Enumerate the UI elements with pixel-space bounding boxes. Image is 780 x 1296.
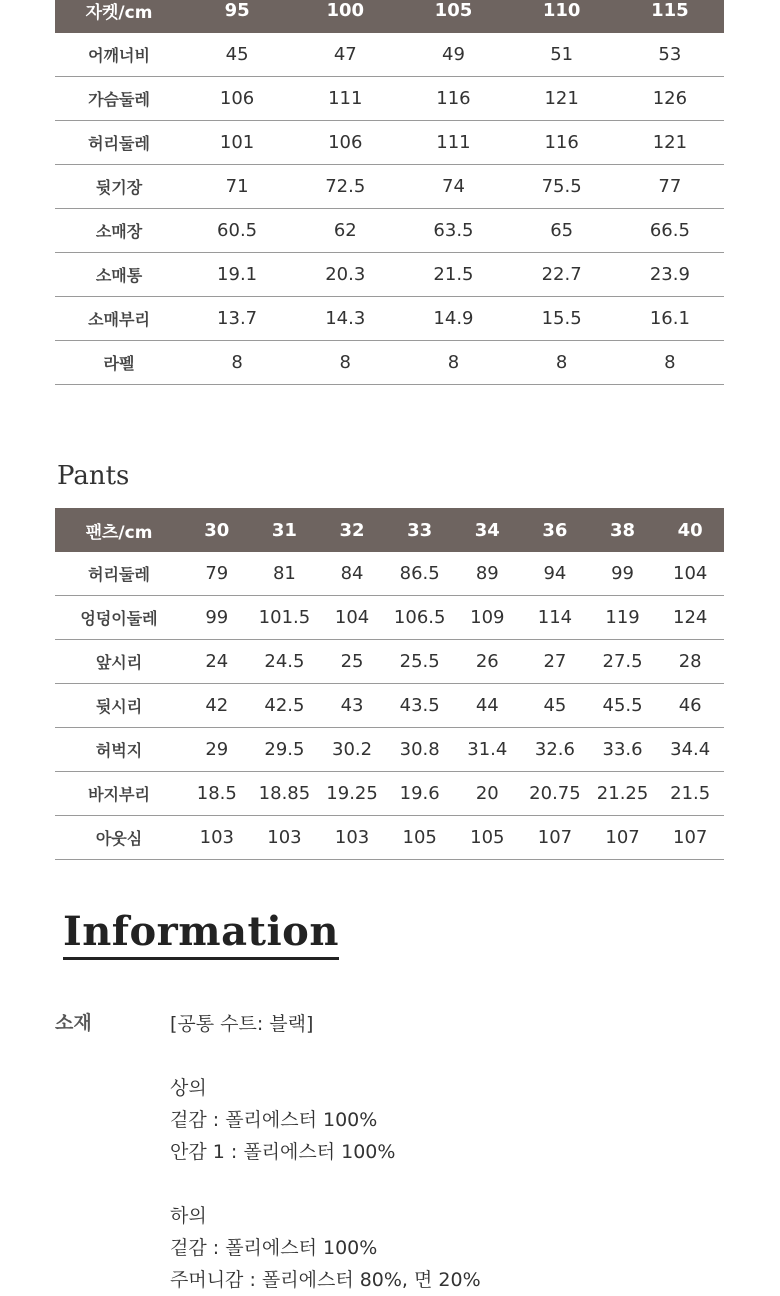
row-label: 소매부리 [55, 297, 183, 341]
table-cell: 103 [318, 816, 386, 860]
row-label: 엉덩이둘레 [55, 596, 183, 640]
table-cell: 103 [183, 816, 251, 860]
table-cell: 42 [183, 684, 251, 728]
table-cell: 25.5 [386, 640, 454, 684]
information-title: Information [63, 908, 339, 960]
table-cell: 99 [589, 552, 657, 596]
table-cell: 14.9 [399, 297, 507, 341]
table-cell: 49 [399, 33, 507, 77]
table-cell: 99 [183, 596, 251, 640]
table-cell: 101 [183, 121, 291, 165]
table-cell: 119 [589, 596, 657, 640]
table-cell: 43 [318, 684, 386, 728]
table-cell: 65 [508, 209, 616, 253]
table-cell: 14.3 [291, 297, 399, 341]
table-cell: 13.7 [183, 297, 291, 341]
material-label: 소재 [55, 1012, 92, 1034]
pants-row [55, 816, 724, 860]
table-cell: 86.5 [386, 552, 454, 596]
table-cell: 84 [318, 552, 386, 596]
material-line: 겉감 : 폴리에스터 100% [170, 1109, 378, 1131]
table-cell: 109 [454, 596, 522, 640]
table-cell: 121 [616, 121, 724, 165]
table-cell: 107 [656, 816, 724, 860]
row-label: 허리둘레 [55, 552, 183, 596]
table-cell: 21.5 [656, 772, 724, 816]
row-label: 소매장 [55, 209, 183, 253]
spacer [170, 1040, 730, 1072]
table-cell: 8 [291, 341, 399, 385]
row-label: 바지부리 [55, 772, 183, 816]
row-label: 앞시리 [55, 640, 183, 684]
jacket-header-row [55, 0, 724, 33]
table-cell: 51 [508, 33, 616, 77]
table-cell: 126 [616, 77, 724, 121]
table-cell: 16.1 [616, 297, 724, 341]
table-cell: 8 [399, 341, 507, 385]
table-cell: 47 [291, 33, 399, 77]
table-cell: 8 [183, 341, 291, 385]
table-cell: 74 [399, 165, 507, 209]
table-cell: 111 [399, 121, 507, 165]
row-label: 허리둘레 [55, 121, 183, 165]
row-label: 소매통 [55, 253, 183, 297]
table-cell: 105 [454, 816, 522, 860]
row-label: 아웃심 [55, 816, 183, 860]
table-cell: 105 [386, 816, 454, 860]
table-cell: 15.5 [508, 297, 616, 341]
jacket-row [55, 77, 724, 121]
table-cell: 43.5 [386, 684, 454, 728]
material-line: 겉감 : 폴리에스터 100% [170, 1237, 378, 1259]
pants-size-header: 31 [251, 508, 319, 552]
table-cell: 30.2 [318, 728, 386, 772]
table-cell: 106 [291, 121, 399, 165]
table-cell: 106 [183, 77, 291, 121]
table-cell: 31.4 [454, 728, 522, 772]
table-cell: 60.5 [183, 209, 291, 253]
row-label: 라펠 [55, 341, 183, 385]
table-cell: 103 [251, 816, 319, 860]
pants-header-row [55, 508, 724, 552]
table-cell: 101.5 [251, 596, 319, 640]
table-cell: 45.5 [589, 684, 657, 728]
jacket-row [55, 165, 724, 209]
material-line: 상의 [170, 1077, 207, 1099]
jacket-row [55, 33, 724, 77]
row-label: 뒷기장 [55, 165, 183, 209]
table-cell: 79 [183, 552, 251, 596]
pants-size-header: 36 [521, 508, 589, 552]
table-cell: 18.5 [183, 772, 251, 816]
spacer [170, 1168, 730, 1200]
pants-size-header: 40 [656, 508, 724, 552]
table-cell: 33.6 [589, 728, 657, 772]
table-cell: 114 [521, 596, 589, 640]
pants-size-header: 34 [454, 508, 522, 552]
jacket-row [55, 297, 724, 341]
table-cell: 116 [508, 121, 616, 165]
table-cell: 20 [454, 772, 522, 816]
table-cell: 18.85 [251, 772, 319, 816]
table-cell: 24 [183, 640, 251, 684]
material-line: 안감 1 : 폴리에스터 100% [170, 1141, 396, 1163]
jacket-row [55, 121, 724, 165]
jacket-row [55, 253, 724, 297]
table-cell: 24.5 [251, 640, 319, 684]
table-cell: 106.5 [386, 596, 454, 640]
jacket-row [55, 209, 724, 253]
table-cell: 45 [521, 684, 589, 728]
row-label: 허벅지 [55, 728, 183, 772]
jacket-size-header: 110 [508, 0, 616, 33]
jacket-size-header: 95 [183, 0, 291, 33]
pants-row [55, 772, 724, 816]
row-label: 어깨너비 [55, 33, 183, 77]
table-cell: 63.5 [399, 209, 507, 253]
table-cell: 20.75 [521, 772, 589, 816]
table-cell: 42.5 [251, 684, 319, 728]
pants-row [55, 552, 724, 596]
table-cell: 19.1 [183, 253, 291, 297]
table-cell: 66.5 [616, 209, 724, 253]
material-line: 주머니감 : 폴리에스터 80%, 면 20% [170, 1269, 481, 1291]
table-cell: 89 [454, 552, 522, 596]
table-cell: 29 [183, 728, 251, 772]
table-cell: 107 [589, 816, 657, 860]
table-cell: 21.5 [399, 253, 507, 297]
material-line: 하의 [170, 1205, 207, 1227]
table-cell: 121 [508, 77, 616, 121]
row-label: 가슴둘레 [55, 77, 183, 121]
table-cell: 23.9 [616, 253, 724, 297]
table-cell: 25 [318, 640, 386, 684]
pants-size-header: 38 [589, 508, 657, 552]
table-cell: 8 [508, 341, 616, 385]
table-cell: 44 [454, 684, 522, 728]
table-cell: 62 [291, 209, 399, 253]
table-cell: 19.6 [386, 772, 454, 816]
table-cell: 107 [521, 816, 589, 860]
table-cell: 75.5 [508, 165, 616, 209]
pants-size-header: 32 [318, 508, 386, 552]
table-cell: 53 [616, 33, 724, 77]
pants-header-label: 팬츠/cm [55, 508, 183, 552]
row-label: 뒷시리 [55, 684, 183, 728]
pants-size-table [55, 508, 724, 860]
table-cell: 104 [656, 552, 724, 596]
material-details [170, 1008, 730, 1296]
table-cell: 8 [616, 341, 724, 385]
table-cell: 20.3 [291, 253, 399, 297]
table-cell: 19.25 [318, 772, 386, 816]
table-cell: 29.5 [251, 728, 319, 772]
pants-row [55, 596, 724, 640]
table-cell: 34.4 [656, 728, 724, 772]
jacket-size-header: 115 [616, 0, 724, 33]
pants-row [55, 684, 724, 728]
table-cell: 116 [399, 77, 507, 121]
pants-size-header: 33 [386, 508, 454, 552]
table-cell: 45 [183, 33, 291, 77]
table-cell: 26 [454, 640, 522, 684]
table-cell: 32.6 [521, 728, 589, 772]
table-cell: 72.5 [291, 165, 399, 209]
table-cell: 27 [521, 640, 589, 684]
jacket-row [55, 341, 724, 385]
pants-section-title: Pants [57, 461, 130, 491]
table-cell: 111 [291, 77, 399, 121]
material-line: [공통 수트: 블랙] [170, 1013, 314, 1035]
table-cell: 77 [616, 165, 724, 209]
table-cell: 46 [656, 684, 724, 728]
table-cell: 104 [318, 596, 386, 640]
pants-row [55, 728, 724, 772]
jacket-size-header: 100 [291, 0, 399, 33]
table-cell: 21.25 [589, 772, 657, 816]
table-cell: 81 [251, 552, 319, 596]
table-cell: 27.5 [589, 640, 657, 684]
table-cell: 71 [183, 165, 291, 209]
jacket-size-header: 105 [399, 0, 507, 33]
jacket-size-table [55, 0, 724, 385]
pants-size-header: 30 [183, 508, 251, 552]
jacket-header-label: 자켓/cm [55, 0, 183, 33]
table-cell: 22.7 [508, 253, 616, 297]
pants-row [55, 640, 724, 684]
table-cell: 28 [656, 640, 724, 684]
table-cell: 30.8 [386, 728, 454, 772]
table-cell: 94 [521, 552, 589, 596]
table-cell: 124 [656, 596, 724, 640]
